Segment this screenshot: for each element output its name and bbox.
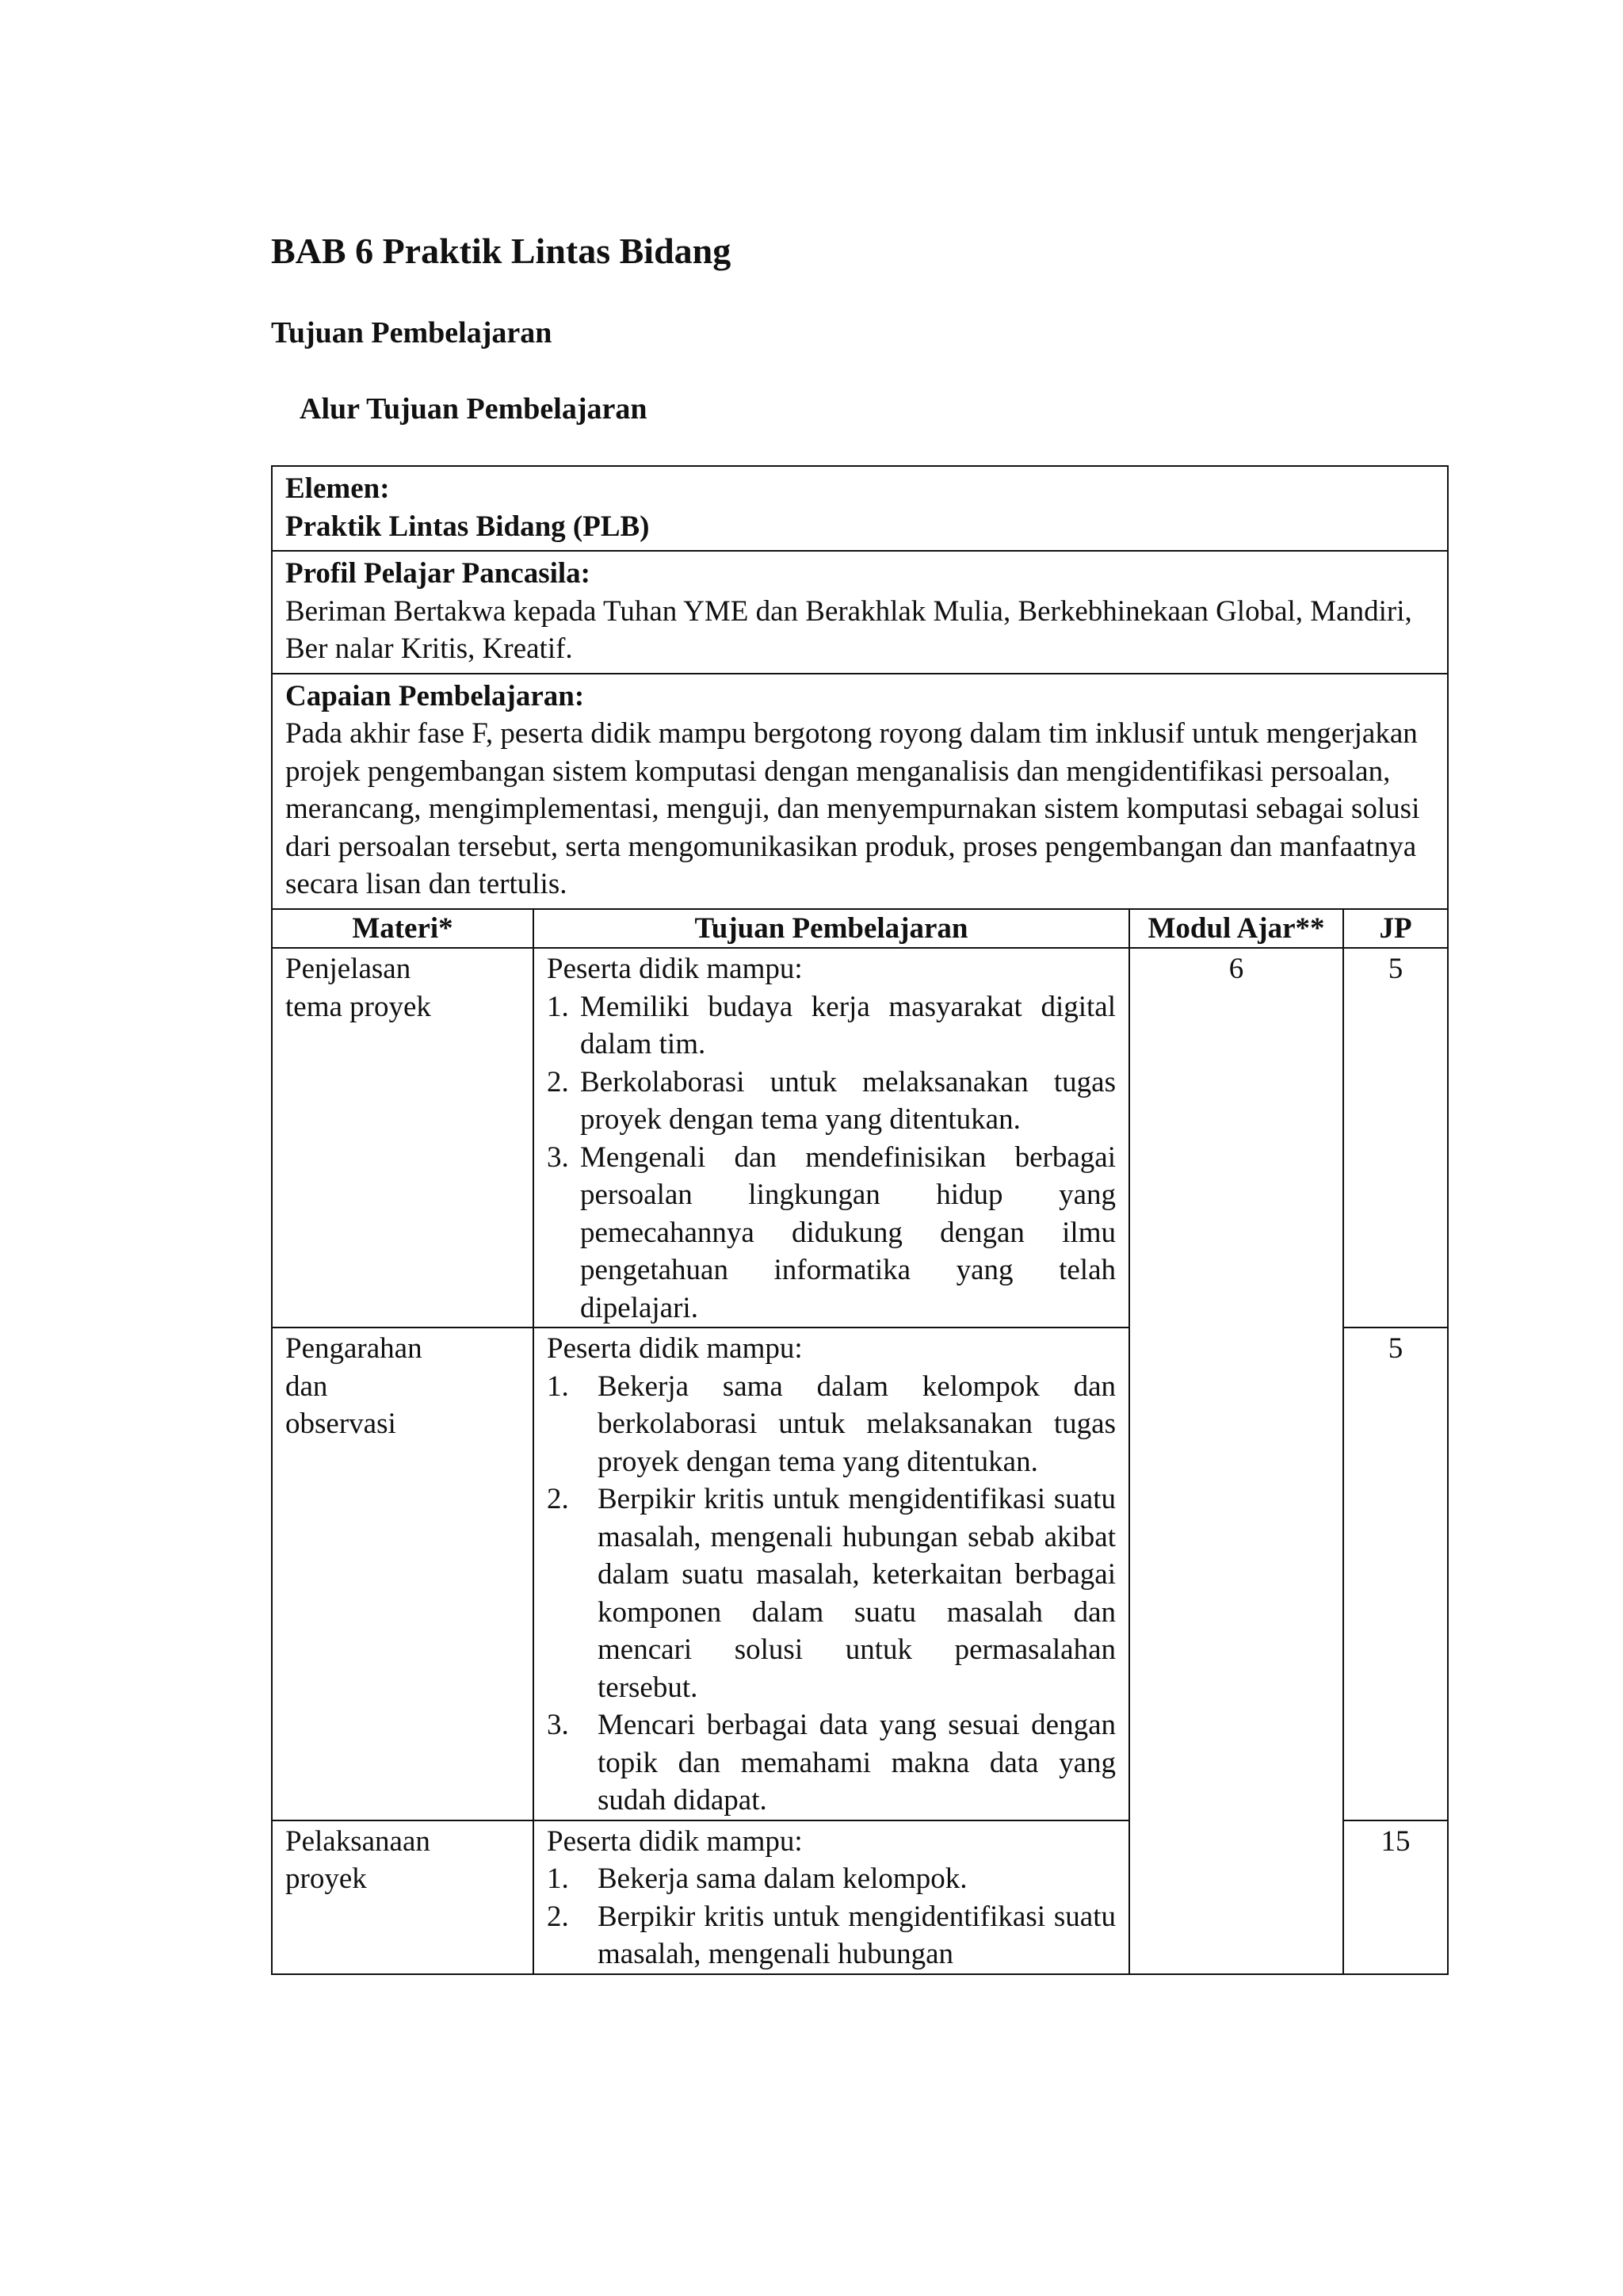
jp-cell: 5 bbox=[1343, 1328, 1448, 1820]
list-text: Bekerja sama dalam kelompok. bbox=[598, 1862, 968, 1895]
capaian-row bbox=[272, 674, 1448, 909]
modul-value: 6 bbox=[1228, 953, 1244, 985]
elemen-label: Elemen: bbox=[285, 472, 390, 505]
list-item bbox=[547, 1706, 1116, 1820]
profil-label: Profil Pelajar Pancasila: bbox=[285, 557, 590, 590]
list-number: 2. bbox=[547, 1065, 569, 1098]
tujuan-intro: Peserta didik mampu: bbox=[547, 953, 803, 985]
profil-value: Beriman Bertakwa kepada Tuhan YME dan Berakhlak Mulia, Berkebhinekaan Global, Mandiri, Ber nalar Kritis, Kreatif. bbox=[285, 594, 1412, 665]
jp-cell: 15 bbox=[1343, 1820, 1448, 1974]
learning-objectives-table bbox=[271, 465, 1449, 1975]
tujuan-list bbox=[547, 988, 1116, 1328]
section-title: Tujuan Pembelajaran bbox=[271, 316, 552, 350]
list-number: 3. bbox=[547, 1709, 569, 1741]
list-text: Berkolaborasi untuk melaksanakan tugas proyek dengan tema yang ditentukan. bbox=[580, 1065, 1116, 1136]
tujuan-cell bbox=[533, 948, 1129, 1328]
materi-cell bbox=[272, 1820, 533, 1974]
tujuan-cell bbox=[533, 1820, 1129, 1974]
list-text: Memiliki budaya kerja masyarakat digital dalam tim. bbox=[580, 990, 1116, 1060]
list-text: Mencari berbagai data yang sesuai dengan topik dan memahami makna data yang sudah didapat. bbox=[598, 1709, 1116, 1817]
tujuan-cell bbox=[533, 1328, 1129, 1820]
list-number: 1. bbox=[547, 990, 569, 1023]
materi-text: Pelaksanaan proyek bbox=[285, 1824, 430, 1895]
list-text: Berpikir kritis untuk mengidentifikasi suatu masalah, mengenali hubungan sebab akibat dalam suatu masalah, keterkaitan berbagai komponen dalam suatu masalah dan mencari solusi untuk permasalahan tersebut. bbox=[598, 1483, 1116, 1704]
table-row bbox=[272, 948, 1448, 1328]
list-item bbox=[547, 988, 1116, 1064]
capaian-cell bbox=[272, 674, 1448, 909]
list-number: 1. bbox=[547, 1370, 569, 1403]
materi-text: Penjelasan tema proyek bbox=[285, 953, 431, 1023]
elemen-row bbox=[272, 466, 1448, 551]
profil-row bbox=[272, 551, 1448, 674]
list-text: Mengenali dan mendefinisikan berbagai persoalan lingkungan hidup yang pemecahannya didukung dengan ilmu pengetahuan informatika yang telah dipelajari. bbox=[580, 1140, 1116, 1324]
header-materi: Materi* bbox=[272, 909, 533, 949]
capaian-value: Pada akhir fase F, peserta didik mampu bergotong royong dalam tim inklusif untuk mengerjakan projek pengembangan sistem komputasi dengan menganalisis dan mengidentifikasi persoalan, merancang, mengimplementasi, menguji, dan menyempurnakan sistem komputasi sebagai solusi dari persoalan tersebut, serta mengomunikasikan produk, proses pengembangan dan manfaatnya secara lisan dan tertulis. bbox=[285, 717, 1420, 900]
list-text: Berpikir kritis untuk mengidentifikasi suatu masalah, mengenali hubungan bbox=[598, 1900, 1116, 1970]
list-item bbox=[547, 1368, 1116, 1481]
list-number: 2. bbox=[547, 1900, 569, 1933]
header-jp: JP bbox=[1343, 909, 1448, 949]
materi-cell bbox=[272, 1328, 533, 1820]
elemen-cell bbox=[272, 466, 1448, 551]
tujuan-intro: Peserta didik mampu: bbox=[547, 1824, 803, 1858]
table-header-row bbox=[272, 909, 1448, 949]
list-item bbox=[547, 1860, 1116, 1898]
tujuan-list bbox=[547, 1860, 1116, 1973]
list-item bbox=[547, 1064, 1116, 1139]
header-modul: Modul Ajar** bbox=[1129, 909, 1343, 949]
subsection-title: Alur Tujuan Pembelajaran bbox=[300, 392, 647, 426]
materi-text: Pengarahan dan observasi bbox=[285, 1332, 422, 1440]
list-number: 1. bbox=[547, 1862, 569, 1895]
list-text: Bekerja sama dalam kelompok dan berkolaborasi untuk melaksanakan tugas proyek dengan tema yang ditentukan. bbox=[598, 1370, 1116, 1478]
modul-cell bbox=[1129, 948, 1343, 1974]
list-item bbox=[547, 1139, 1116, 1328]
tujuan-list bbox=[547, 1368, 1116, 1820]
list-number: 3. bbox=[547, 1140, 569, 1174]
elemen-value: Praktik Lintas Bidang (PLB) bbox=[285, 510, 650, 543]
capaian-label: Capaian Pembelajaran: bbox=[285, 679, 585, 712]
chapter-title: BAB 6 Praktik Lintas Bidang bbox=[271, 231, 731, 271]
jp-cell: 5 bbox=[1343, 948, 1448, 1328]
list-number: 2. bbox=[547, 1483, 569, 1515]
tujuan-intro: Peserta didik mampu: bbox=[547, 1332, 803, 1365]
list-item bbox=[547, 1480, 1116, 1706]
profil-cell bbox=[272, 551, 1448, 674]
materi-cell bbox=[272, 948, 533, 1328]
header-tujuan: Tujuan Pembelajaran bbox=[533, 909, 1129, 949]
list-item bbox=[547, 1898, 1116, 1973]
